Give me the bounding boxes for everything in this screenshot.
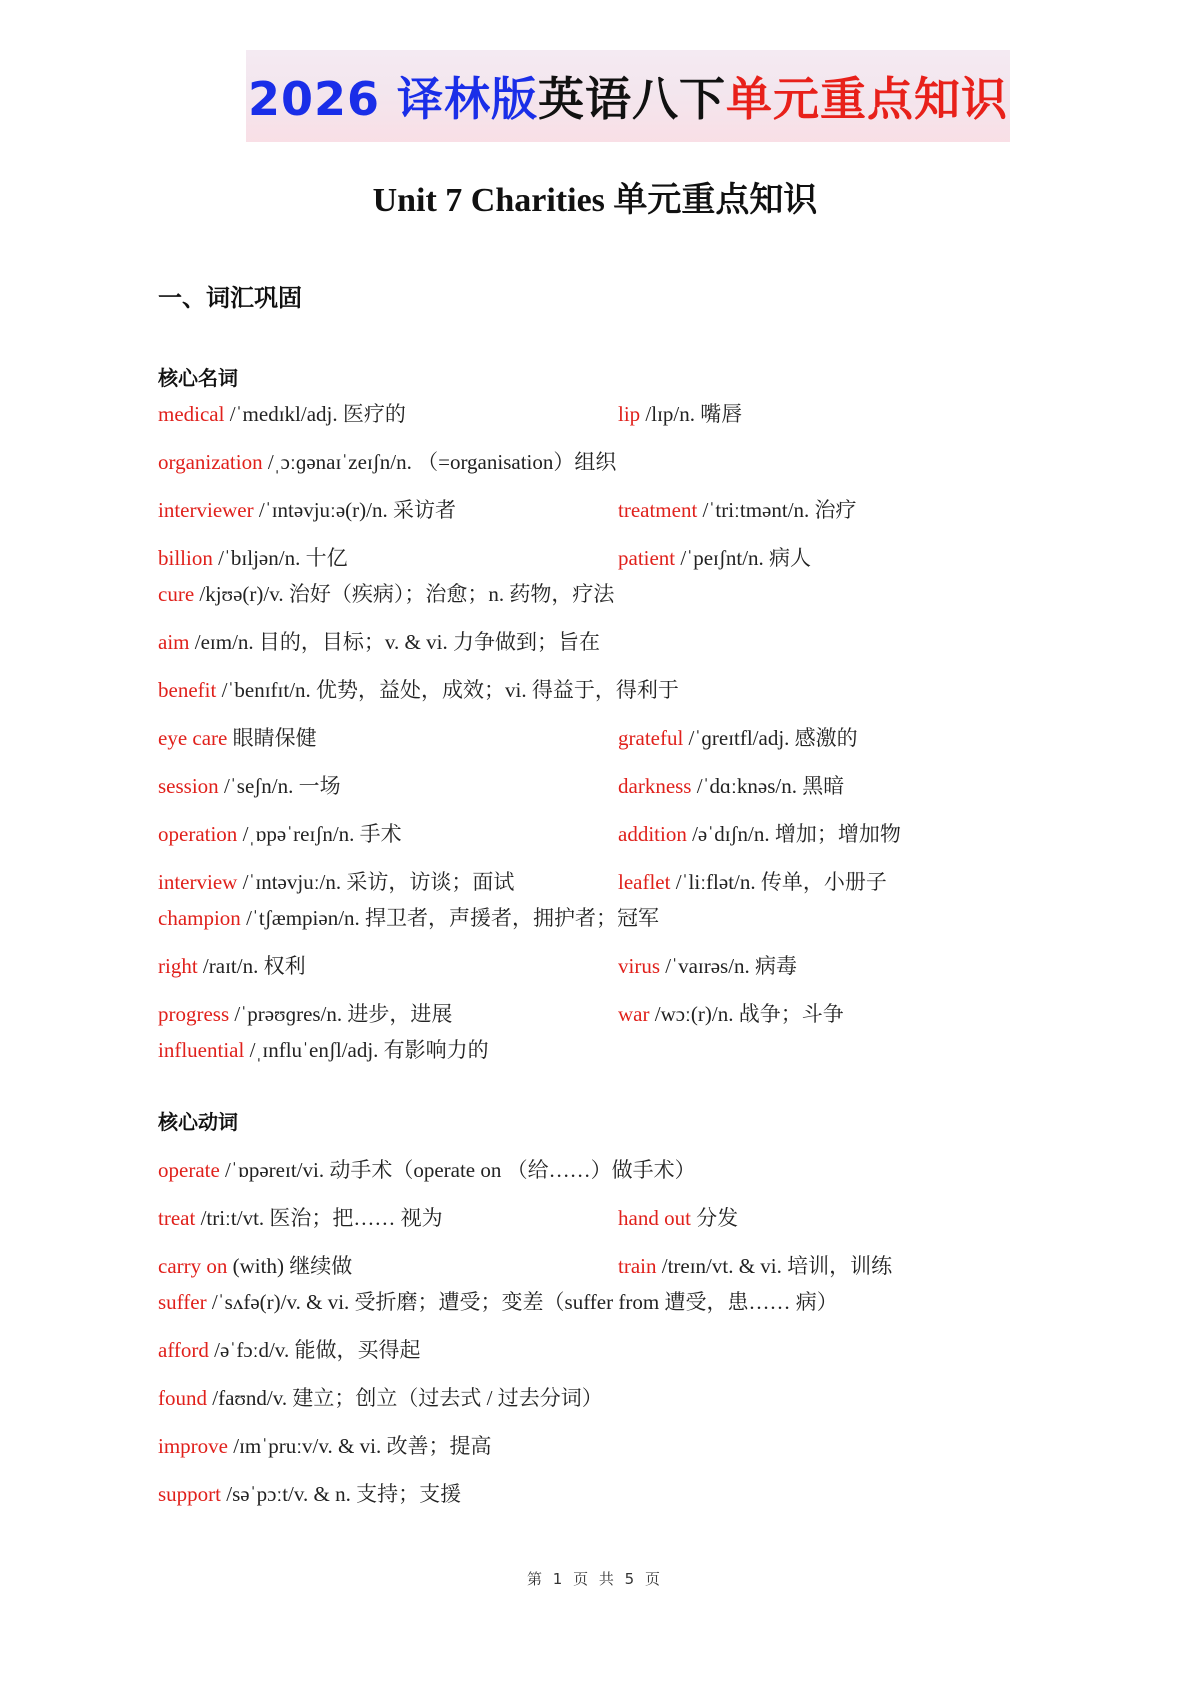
vocab-definition: /ˈɪntəvjuː/n. 采访，访谈；面试 <box>237 870 515 894</box>
page-title: Unit 7 Charities 单元重点知识 <box>372 182 818 219</box>
vocab-word: session <box>158 774 219 798</box>
vocab-entry <box>618 542 811 572</box>
vocab-word: operation <box>158 822 238 846</box>
vocab-definition: /ˈprəʊɡres/n. 进步，进展 <box>229 1002 453 1026</box>
banner-text-edition: 2026 译林版 <box>247 72 539 126</box>
vocab-word: addition <box>618 822 687 846</box>
vocab-word: hand out <box>618 1206 691 1230</box>
verb-row <box>158 1202 1058 1232</box>
vocab-word: aim <box>158 630 190 654</box>
vocab-entry <box>158 770 341 800</box>
vocab-entry <box>158 1430 491 1460</box>
vocab-word: progress <box>158 1002 230 1026</box>
vocab-definition: 眼睛保健 <box>227 726 317 750</box>
verb-row <box>158 1250 1058 1280</box>
noun-row <box>158 770 1058 800</box>
vocab-entry <box>158 818 402 848</box>
page-number-footer: 第 1 页 共 5 页 <box>527 1570 663 1588</box>
vocab-definition: /ˈsʌfə(r)/v. & vi. 受折磨；遭受；变差（suffer from 遭受，患…… 病） <box>206 1290 838 1314</box>
vocab-entry <box>618 998 844 1028</box>
vocab-entry <box>158 1034 489 1064</box>
vocab-definition: /wɔː(r)/n. 战争；斗争 <box>649 1002 844 1026</box>
vocab-word: operate <box>158 1158 220 1182</box>
noun-row <box>158 998 1058 1028</box>
vocab-definition: /ˈtriːtmənt/n. 治疗 <box>697 498 857 522</box>
vocab-definition: /faʊnd/v. 建立；创立（过去式 / 过去分词） <box>207 1386 603 1410</box>
vocab-entry <box>618 818 901 848</box>
vocab-entry <box>618 1202 738 1232</box>
noun-row <box>158 950 1058 980</box>
vocab-entry <box>158 722 317 752</box>
vocab-word: suffer <box>158 1290 207 1314</box>
vocab-definition: /ˌɪnfluˈenʃl/adj. 有影响力的 <box>244 1038 489 1062</box>
verb-row <box>158 1154 1058 1184</box>
vocab-entry <box>618 770 844 800</box>
vocab-word: treatment <box>618 498 698 522</box>
vocab-word: billion <box>158 546 213 570</box>
noun-row <box>158 1034 1058 1064</box>
vocab-entry <box>158 398 406 428</box>
header-banner <box>246 50 1010 142</box>
noun-row <box>158 578 1058 608</box>
vocab-entry <box>158 1334 420 1364</box>
vocab-entry <box>158 494 456 524</box>
vocab-entry <box>618 722 858 752</box>
vocab-definition: /ˈɒpəreɪt/vi. 动手术（operate on （给……）做手术） <box>219 1158 696 1182</box>
noun-row <box>158 446 1058 476</box>
vocab-entry <box>158 626 600 656</box>
noun-row <box>158 818 1058 848</box>
vocab-word: darkness <box>618 774 692 798</box>
vocab-definition: /ˈbenɪfɪt/n. 优势，益处，成效；vi. 得益于，得利于 <box>216 678 679 702</box>
vocab-entry <box>158 1250 352 1280</box>
vocab-word: found <box>158 1386 207 1410</box>
section-heading-vocabulary: 一、词汇巩固 <box>158 284 302 312</box>
vocab-entry <box>618 1250 892 1280</box>
vocab-word: benefit <box>158 678 217 702</box>
vocab-entry <box>158 998 452 1028</box>
vocab-entry <box>158 578 614 608</box>
vocab-word: support <box>158 1482 221 1506</box>
vocab-word: medical <box>158 402 225 426</box>
noun-row <box>158 722 1058 752</box>
vocab-entry <box>158 1154 696 1184</box>
verb-row <box>158 1478 1058 1508</box>
noun-row <box>158 866 1058 896</box>
vocab-definition: /kjʊə(r)/v. 治好（疾病）；治愈；n. 药物，疗法 <box>194 582 615 606</box>
vocab-definition: /ˈliːflət/n. 传单，小册子 <box>670 870 887 894</box>
vocab-entry <box>158 1286 838 1316</box>
vocab-entry <box>618 950 797 980</box>
vocab-word: lip <box>618 402 641 426</box>
subheading-core-verbs: 核心动词 <box>158 1110 238 1134</box>
vocab-entry <box>158 1202 443 1232</box>
vocab-word: influential <box>158 1038 245 1062</box>
vocab-entry <box>158 1478 461 1508</box>
vocab-definition: /ɪmˈpruːv/v. & vi. 改善；提高 <box>227 1434 492 1458</box>
vocab-word: virus <box>618 954 660 978</box>
vocab-word: grateful <box>618 726 684 750</box>
vocab-word: interviewer <box>158 498 254 522</box>
verb-row <box>158 1334 1058 1364</box>
vocab-entry <box>158 542 348 572</box>
vocab-definition: /ˈtʃæmpiən/n. 捍卫者，声援者，拥护者；冠军 <box>240 906 660 930</box>
vocab-word: war <box>618 1002 650 1026</box>
vocab-definition: 分发 <box>690 1206 739 1230</box>
vocab-word: carry on <box>158 1254 228 1278</box>
banner-text-topic: 单元重点知识 <box>726 72 1009 126</box>
vocab-word: train <box>618 1254 657 1278</box>
vocab-word: patient <box>618 546 676 570</box>
vocab-entry <box>158 902 659 932</box>
noun-row <box>158 626 1058 656</box>
vocab-word: organization <box>158 450 263 474</box>
vocab-definition: /triːt/vt. 医治；把…… 视为 <box>195 1206 443 1230</box>
vocab-definition: /treɪn/vt. & vi. 培训，训练 <box>656 1254 893 1278</box>
vocab-word: eye care <box>158 726 228 750</box>
verb-row <box>158 1286 1058 1316</box>
vocab-definition: /ˈɡreɪtfl/adj. 感激的 <box>683 726 858 750</box>
vocab-entry <box>158 950 306 980</box>
vocab-word: cure <box>158 582 195 606</box>
vocab-definition: /raɪt/n. 权利 <box>197 954 306 978</box>
verb-row <box>158 1382 1058 1412</box>
verb-row <box>158 1430 1058 1460</box>
vocab-definition: /ˈbɪljən/n. 十亿 <box>212 546 348 570</box>
vocab-definition: /ˈmedɪkl/adj. 医疗的 <box>224 402 406 426</box>
vocab-definition: /səˈpɔːt/v. & n. 支持；支援 <box>221 1482 462 1506</box>
vocab-entry <box>618 866 887 896</box>
vocab-definition: /ˈdɑːknəs/n. 黑暗 <box>691 774 845 798</box>
vocab-word: interview <box>158 870 238 894</box>
vocab-definition: /lɪp/n. 嘴唇 <box>640 402 743 426</box>
vocab-definition: /eɪm/n. 目的，目标；v. & vi. 力争做到；旨在 <box>189 630 600 654</box>
vocab-entry <box>158 866 514 896</box>
vocab-definition: /ˌɔːɡənaɪˈzeɪʃn/n. （=organisation）组织 <box>262 450 617 474</box>
vocab-word: treat <box>158 1206 196 1230</box>
vocab-definition: /əˈdɪʃn/n. 增加；增加物 <box>686 822 901 846</box>
vocab-entry <box>618 494 857 524</box>
banner-text-subject: 英语八下 <box>538 72 727 126</box>
noun-row <box>158 542 1058 572</box>
noun-row <box>158 494 1058 524</box>
vocab-definition: /ˈpeɪʃnt/n. 病人 <box>675 546 812 570</box>
vocab-word: leaflet <box>618 870 671 894</box>
vocab-entry <box>158 674 679 704</box>
vocab-word: champion <box>158 906 241 930</box>
vocab-definition: (with) 继续做 <box>227 1254 353 1278</box>
vocab-definition: /ˈɪntəvjuːə(r)/n. 采访者 <box>253 498 456 522</box>
vocab-word: afford <box>158 1338 209 1362</box>
vocab-entry <box>158 1382 603 1412</box>
noun-row <box>158 902 1058 932</box>
vocab-entry <box>618 398 742 428</box>
subheading-core-nouns: 核心名词 <box>158 366 238 390</box>
noun-row <box>158 674 1058 704</box>
vocab-word: improve <box>158 1434 228 1458</box>
vocab-entry <box>158 446 616 476</box>
vocab-word: right <box>158 954 198 978</box>
vocab-definition: /ˌɒpəˈreɪʃn/n. 手术 <box>237 822 402 846</box>
vocab-definition: /əˈfɔːd/v. 能做，买得起 <box>208 1338 421 1362</box>
vocab-definition: /ˈvaɪrəs/n. 病毒 <box>660 954 798 978</box>
noun-row <box>158 398 1058 428</box>
vocab-definition: /ˈseʃn/n. 一场 <box>218 774 341 798</box>
